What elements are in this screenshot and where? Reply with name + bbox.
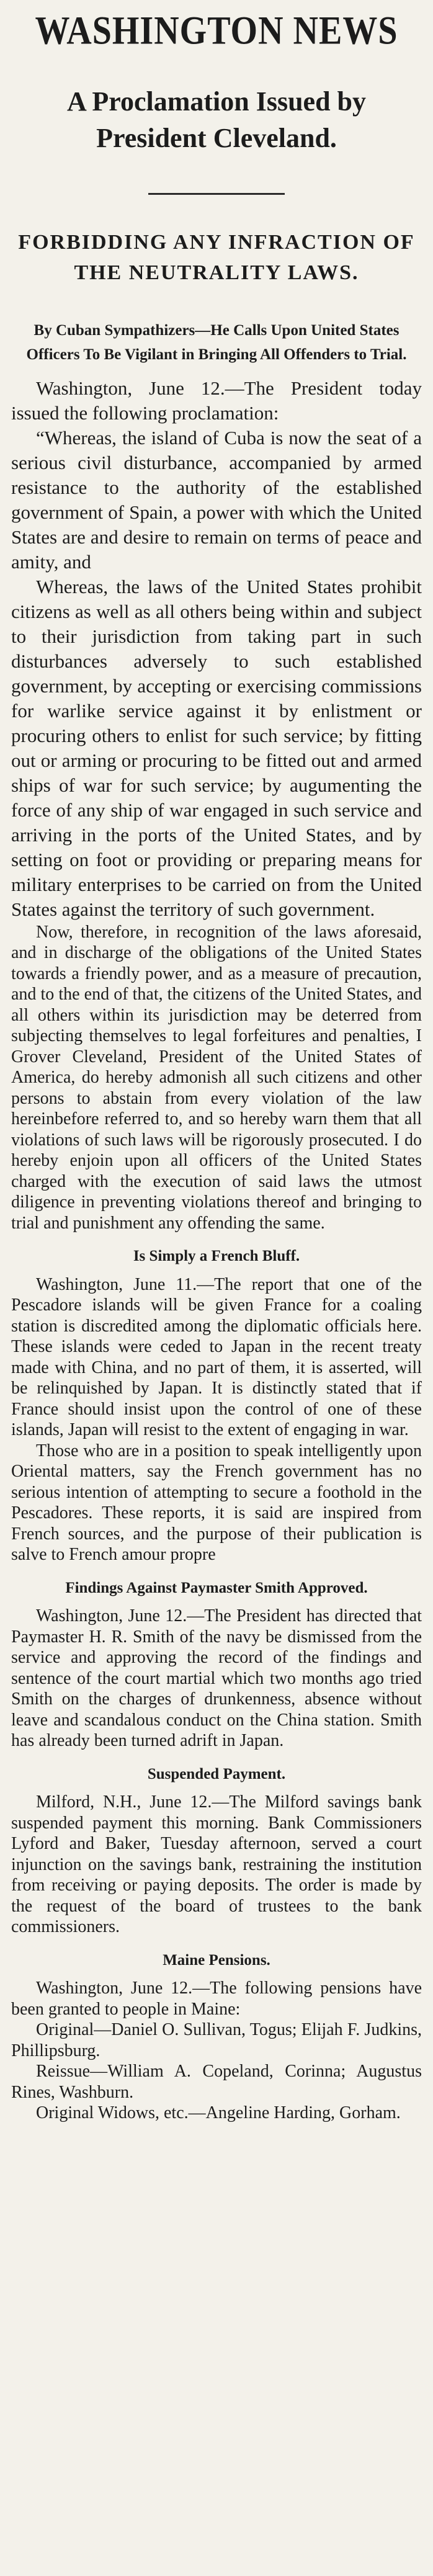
- suspended-payment-title: Suspended Payment.: [147, 1765, 286, 1782]
- proclamation-paragraph: Washington, June 12.—The President today issued the following proclamation:: [11, 377, 422, 424]
- proclamation-paragraph: Whereas, the laws of the United States prohibit citizens as well as all others being within and subject to their jurisdiction from taking part in such disturbances adversely to such established government, by accepting or exercising commissions for warlike service against it by enlistment or procuring others to enlist for such service; by fitting out or arming or procuring to be fitted out and armed ships of war for such service; by augumenting the force of any ship of war engaged in such service and arriving in the ports of the United States, and by setting on foot or providing or preparing means for military enterprises to be carried on from the United States against the territory of such government.: [11, 575, 422, 920]
- deck-cuban-sympathizers: By Cuban Sympathizers—He Calls Upon United States Officers To Be Vigilant in Bringing All Offenders to Trial.: [26, 322, 407, 364]
- headline: WASHINGTON NEWS: [35, 9, 398, 53]
- proclamation-paragraph: “Whereas, the island of Cuba is now the seat of a serious civil disturbance, accompanied by armed resistance to the authority of the established government of Spain, a power with which the United States are and desire to remain on terms of peace and amity, and: [11, 426, 422, 573]
- maine-pensions-article: [11, 1949, 422, 2124]
- pension-list-item: Original Widows, etc.—Angeline Harding, Gorham.: [36, 2103, 401, 2123]
- proclamation-paragraph: Now, therefore, in recognition of the laws aforesaid, and in discharge of the obligations of the United States towards a friendly power, and as a measure of precaution, and to the end of that, the citizens of the United States, and all others within its jurisdiction may be deterred from subjecting themselves to legal forfeitures and penalties, I Grover Cleveland, President of the United States of America, do hereby admonish all such citizens and other persons to abstain from every violation of the law hereinbefore referred to, and so hereby warn them that all violations of such laws will be rigorously prosecuted. I do hereby enjoin upon all officers of the United States charged with the execution of said laws the utmost diligence in preventing violations thereof and bringing to trial and punishment any offending the same.: [11, 922, 422, 1233]
- maine-pensions-paragraph: Washington, June 12.—The following pensions have been granted to people in Maine:: [11, 1979, 422, 2019]
- french-bluff-paragraph: Those who are in a position to speak intelligently upon Oriental matters, say the French government has no serious intention of attempting to secure a foothold in the Pescadores. These reports, it is said are inspired from French sources, and the purpose of their publication is salve to French amour propre: [11, 1441, 422, 1565]
- proclamation-article: [11, 376, 422, 1234]
- paymaster-smith-article: [11, 1576, 422, 1751]
- french-bluff-article: [11, 1245, 422, 1565]
- pension-list-item: Reissue—William A. Copeland, Corinna; Augustus Rines, Washburn.: [11, 2062, 422, 2102]
- paymaster-smith-title: Findings Against Paymaster Smith Approved.: [65, 1579, 368, 1596]
- suspended-payment-article: [11, 1763, 422, 1938]
- pension-list-item: Original—Daniel O. Sullivan, Togus; Elijah F. Judkins, Phillipsburg.: [11, 2020, 422, 2060]
- french-bluff-title: Is Simply a French Bluff.: [133, 1248, 300, 1265]
- deck-neutrality: FORBIDDING ANY INFRACTION OF THE NEUTRALITY LAWS.: [18, 230, 415, 285]
- deck-proclamation: A Proclamation Issued by President Cleveland.: [66, 86, 367, 154]
- maine-pensions-title: Maine Pensions.: [163, 1951, 270, 1969]
- divider-rule: [148, 193, 285, 195]
- french-bluff-paragraph: Washington, June 11.—The report that one of the Pescadore islands will be given France for a coaling station is discredited among the diplomatic officials here. These islands were ceded to Japan in the recent treaty made with China, and no part of them, it is asserted, will be relinquished by Japan. It is distinctly stated that if France should insist upon the control of one of these islands, Japan will resist to the extent of engaging in war.: [11, 1274, 422, 1440]
- suspended-payment-paragraph: Milford, N.H., June 12.—The Milford savings bank suspended payment this morning. Bank Commissioners Lyford and Baker, Tuesday afternoon, served a court injunction on the savings bank, restraining the institution from receiving or paying deposits. The order is made by the request of the board of trustees to the bank commissioners.: [11, 1792, 422, 1937]
- paymaster-smith-paragraph: Washington, June 12.—The President has directed that Paymaster H. R. Smith of the navy be dismissed from the service and approving the record of the findings and sentence of the court martial which two months ago tried Smith on the charges of drunkenness, absence without leave and scandalous conduct on the China station. Smith has already been turned adrift in Japan.: [11, 1606, 422, 1751]
